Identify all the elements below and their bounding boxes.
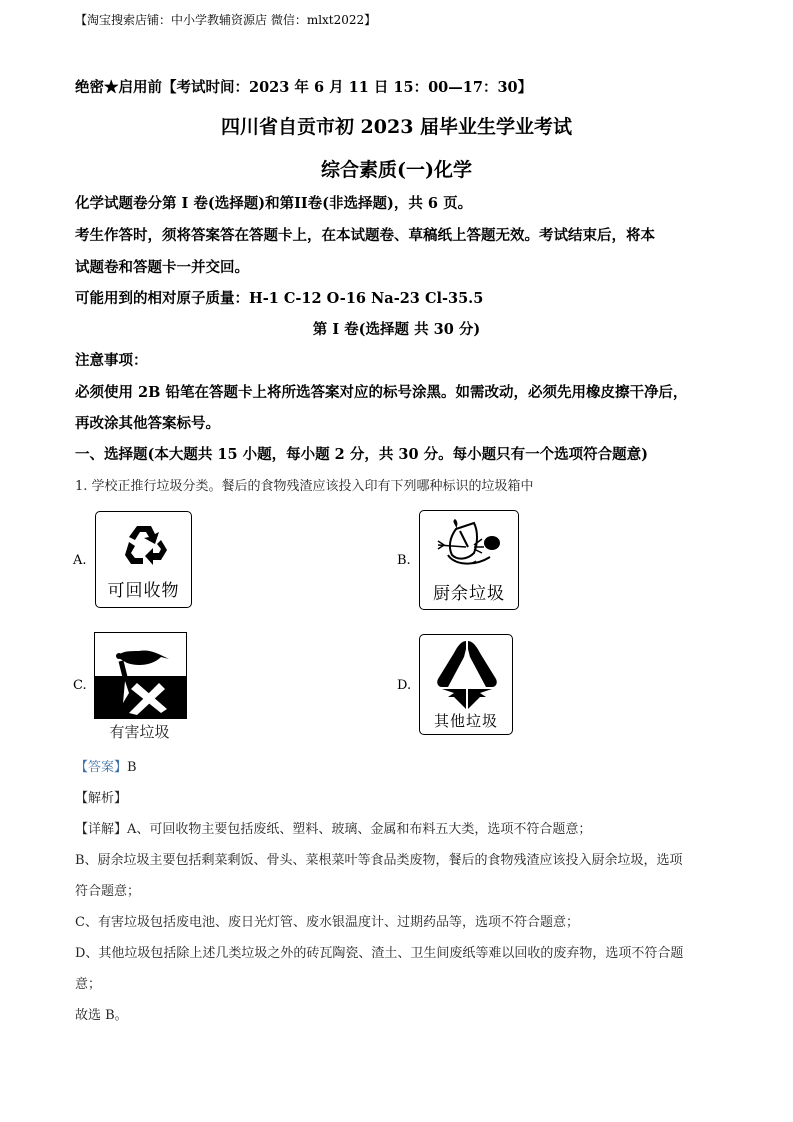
option-a-sign [95, 511, 192, 608]
option-c-label: C. [73, 678, 87, 693]
option-d-sign [419, 634, 513, 735]
option-b-label: B. [397, 553, 411, 568]
secret-exam-time-line: 绝密★启用前【考试时间：2023 年 6 月 11 日 15：00—17：30】 [75, 79, 533, 96]
notes-line-1: 必须使用 2B 铅笔在答题卡上将所选答案对应的标号涂黑。如需改动，必须先用橡皮擦干净后， [75, 384, 688, 401]
section-title: 第 I 卷(选择题 共 30 分) [312, 321, 481, 338]
recycle-icon [121, 522, 169, 568]
answer-value: B [127, 760, 137, 775]
option-a-sign-text: 可回收物 [107, 581, 180, 601]
detail-line-2: B、厨余垃圾主要包括剩菜剩饭、骨头、菜根菜叶等食品类废物，餐后的食物残渣应该投入厨余垃圾，选项 [75, 853, 683, 868]
food-waste-icon [434, 517, 506, 575]
detail-line-6: 意； [75, 977, 102, 992]
option-a-label: A. [73, 553, 87, 568]
answer-line [75, 756, 137, 775]
answer-label: 【答案】 [75, 760, 128, 775]
notes-label: 注意事项： [75, 352, 148, 369]
instruction-line-2: 考生作答时，须将答案答在答题卡上，在本试题卷、草稿纸上答题无效。考试结束后，将本 [75, 227, 655, 244]
other-waste-icon [434, 639, 500, 709]
detail-line-5: D、其他垃圾包括除上述几类垃圾之外的砖瓦陶瓷、渣土、卫生间废纸等难以回收的废弃物，选项不符合题 [75, 946, 684, 961]
option-b-sign-text: 厨余垃圾 [433, 584, 505, 604]
hazardous-waste-icon [95, 633, 186, 718]
option-c-sign [94, 632, 187, 719]
detail-line-7: 故选 B。 [75, 1008, 128, 1023]
detail-line-3: 符合题意； [75, 884, 141, 899]
detail-line-4: C、有害垃圾包括废电池、废日光灯管、废水银温度计、过期药品等，选项不符合题意； [75, 915, 579, 930]
page-title: 四川省自贡市初 2023 届毕业生学业考试 [220, 116, 573, 138]
atomic-mass-line: 可能用到的相对原子质量：H-1 C-12 O-16 Na-23 Cl-35.5 [75, 290, 484, 307]
instruction-line-3: 试题卷和答题卡一并交回。 [75, 259, 249, 276]
option-b-sign [419, 510, 519, 610]
notes-line-2: 再改涂其他答案标号。 [75, 415, 220, 432]
option-d-sign-text: 其他垃圾 [433, 712, 498, 730]
question-stem: 1. 学校正推行垃圾分类。餐后的食物残渣应该投入印有下列哪种标识的垃圾箱中 [75, 479, 534, 494]
option-c-sign-text: 有害垃圾 [109, 723, 170, 741]
option-d-label: D. [397, 678, 412, 693]
page-subtitle: 综合素质(一)化学 [321, 159, 472, 181]
detail-line-1: 【详解】A、可回收物主要包括废纸、塑料、玻璃、金属和布料五大类，选项不符合题意； [75, 822, 592, 837]
instruction-line-1: 化学试题卷分第 I 卷(选择题)和第II卷(非选择题)，共 6 页。 [75, 195, 473, 212]
analysis-label: 【解析】 [75, 791, 128, 806]
part-heading: 一、选择题(本大题共 15 小题，每小题 2 分，共 30 分。每小题只有一个选项符合题意) [75, 446, 648, 463]
watermark-text: 【淘宝搜索店铺：中小学教辅资源店 微信：mlxt2022】 [75, 13, 377, 27]
